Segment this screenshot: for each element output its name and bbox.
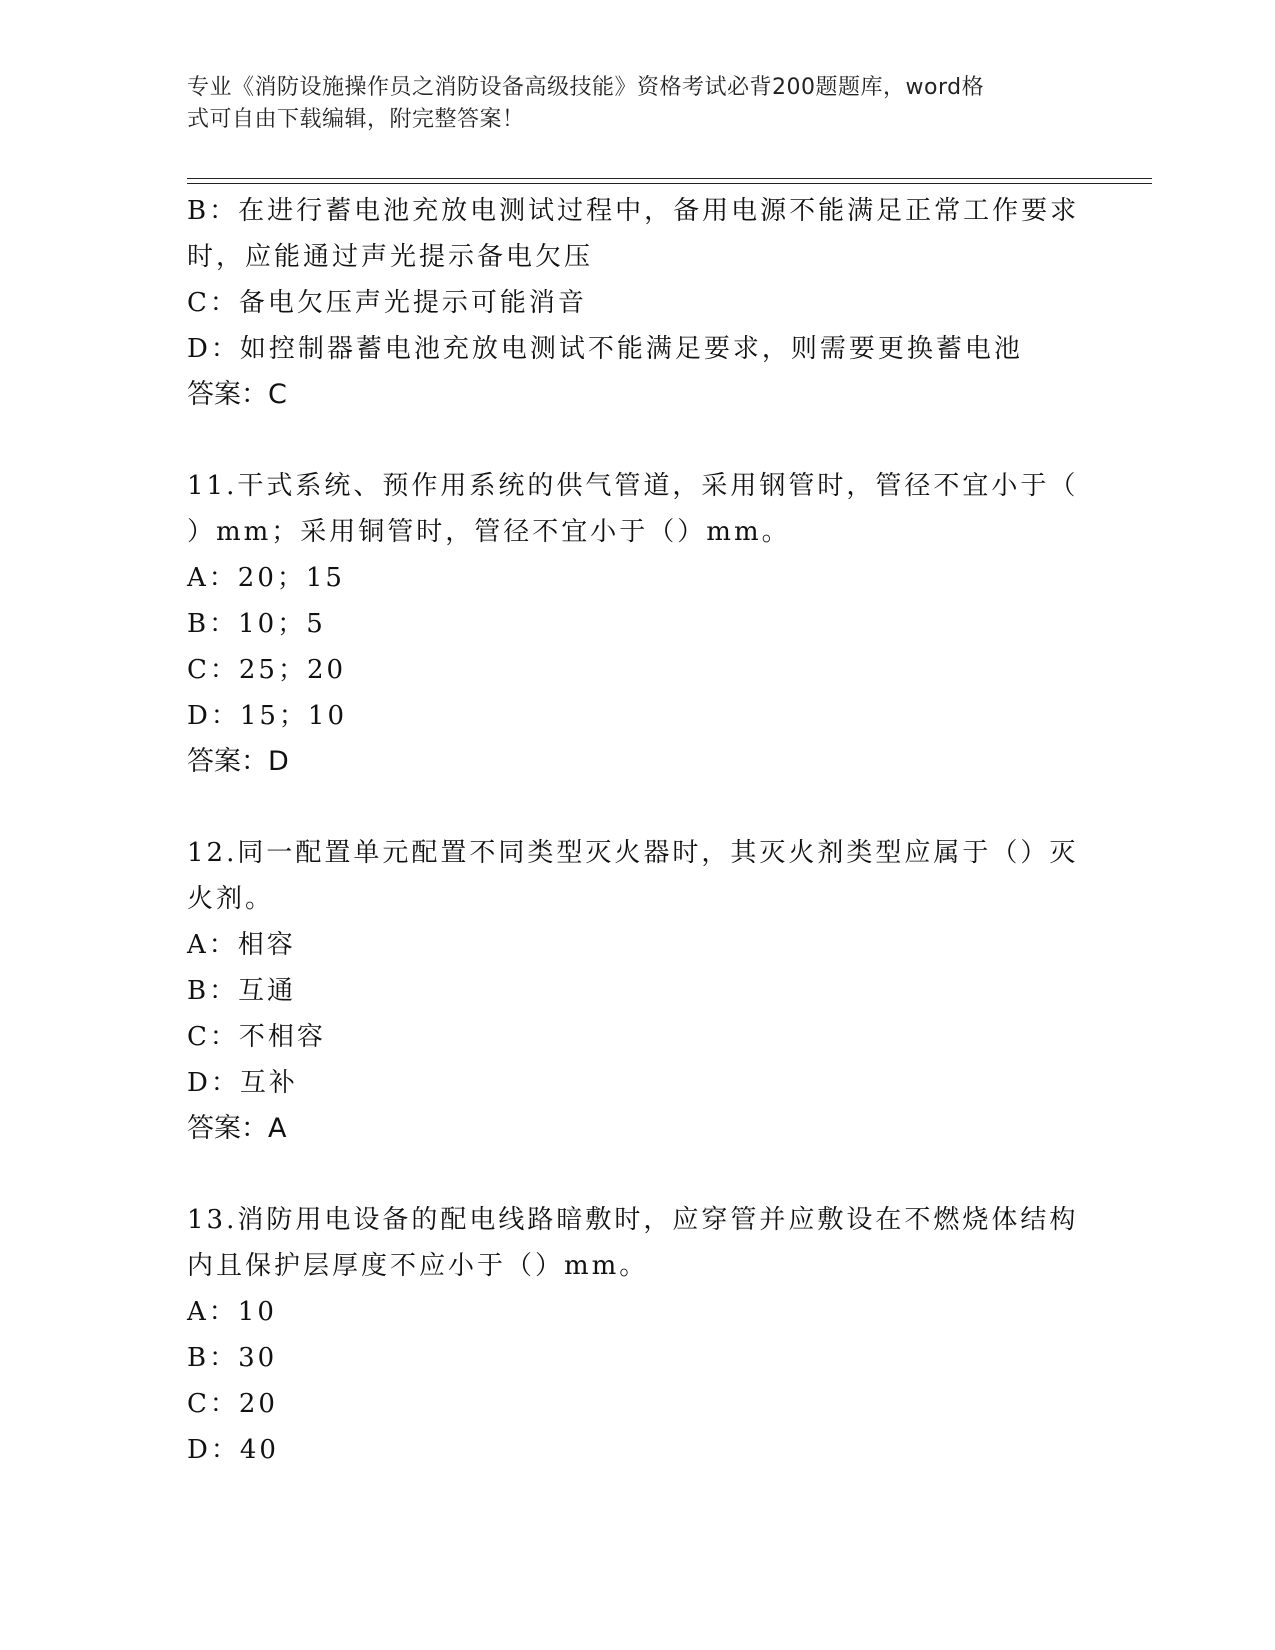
answer: 答案：C bbox=[187, 379, 287, 410]
option-c: C：备电欠压声光提示可能消音 bbox=[187, 288, 587, 318]
header-divider-top bbox=[187, 178, 1152, 179]
header-line-1: 专业《消防设施操作员之消防设备高级技能》资格考试必背200题题库，word格 bbox=[187, 75, 985, 100]
question-stem-line-1: 13.消防用电设备的配电线路暗敷时，应穿管并应敷设在不燃烧体结构 bbox=[187, 1205, 1079, 1235]
question-stem-line-2: ）mm；采用铜管时，管径不宜小于（）mm。 bbox=[187, 517, 791, 547]
option-d: D：互补 bbox=[187, 1068, 298, 1098]
option-b-line-2: 时，应能通过声光提示备电欠压 bbox=[187, 242, 594, 272]
question-11 bbox=[187, 463, 1087, 785]
option-b: B：30 bbox=[187, 1343, 278, 1373]
question-stem-line-2: 内且保护层厚度不应小于（）mm。 bbox=[187, 1251, 649, 1281]
header-divider-bottom bbox=[187, 183, 1152, 184]
option-d: D：如控制器蓄电池充放电测试不能满足要求，则需要更换蓄电池 bbox=[187, 334, 1023, 364]
answer: 答案：A bbox=[187, 1113, 287, 1144]
question-list bbox=[187, 188, 1087, 1473]
option-b: B：10；5 bbox=[187, 609, 326, 639]
question-13 bbox=[187, 1197, 1087, 1473]
question-10-tail bbox=[187, 188, 1087, 418]
option-a: A：相容 bbox=[187, 930, 296, 960]
option-c: C：25；20 bbox=[187, 655, 347, 685]
option-a: A：10 bbox=[187, 1297, 277, 1327]
question-stem-line-1: 11.干式系统、预作用系统的供气管道，采用钢管时，管径不宜小于（ bbox=[187, 471, 1079, 501]
option-c: C：20 bbox=[187, 1389, 278, 1419]
question-stem-line-1: 12.同一配置单元配置不同类型灭火器时，其灭火剂类型应属于（）灭 bbox=[187, 838, 1079, 868]
header-line-2: 式可自由下载编辑，附完整答案！ bbox=[187, 107, 525, 132]
question-12 bbox=[187, 830, 1087, 1152]
option-a: A：20；15 bbox=[187, 563, 345, 593]
document-header bbox=[187, 72, 1067, 136]
spacer bbox=[187, 1152, 1087, 1197]
question-stem-line-2: 火剂。 bbox=[187, 884, 275, 914]
spacer bbox=[187, 785, 1087, 830]
option-c: C：不相容 bbox=[187, 1022, 326, 1052]
option-b-line-1: B：在进行蓄电池充放电测试过程中，备用电源不能满足正常工作要求 bbox=[187, 196, 1080, 226]
option-d: D：15；10 bbox=[187, 701, 348, 731]
option-d: D：40 bbox=[187, 1435, 279, 1465]
answer: 答案：D bbox=[187, 746, 289, 777]
spacer bbox=[187, 418, 1087, 463]
option-b: B：互通 bbox=[187, 976, 297, 1006]
